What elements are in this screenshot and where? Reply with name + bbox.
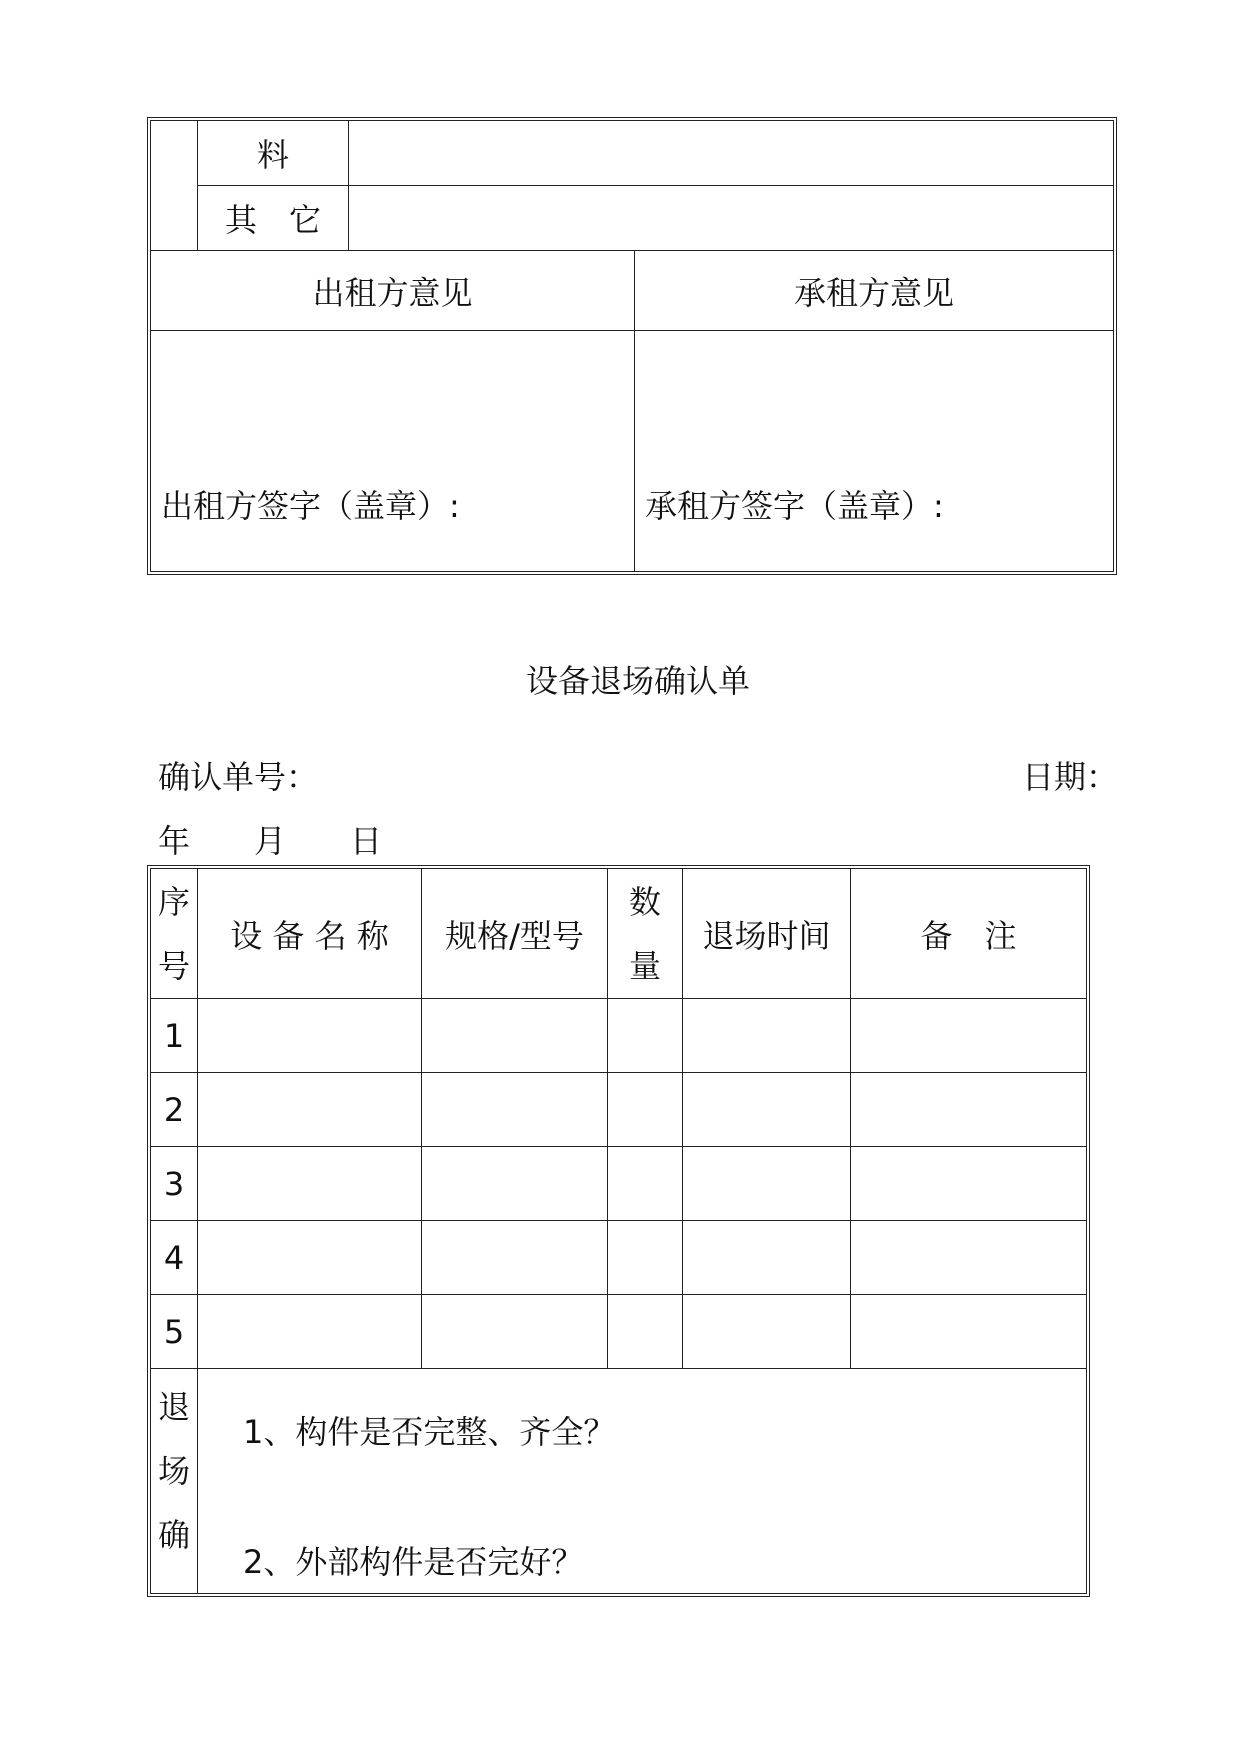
cell-exit-time[interactable] xyxy=(683,1221,851,1295)
row-number: 1 xyxy=(151,999,198,1073)
cell-exit-time[interactable] xyxy=(683,1147,851,1221)
top-table xyxy=(150,120,1114,572)
confirm-number-label: 确认单号： xyxy=(158,758,319,796)
question-external-condition: 2、外部构件是否完好？ xyxy=(243,1543,584,1581)
row-number: 3 xyxy=(151,1147,198,1221)
lessor-signature-label: 出租方签字（盖章）: xyxy=(161,487,460,525)
cell-quantity[interactable] xyxy=(608,999,683,1073)
lessee-opinion-header: 承租方意见 xyxy=(635,251,1114,331)
other-value-cell[interactable] xyxy=(349,186,1114,251)
lessee-signature-cell[interactable] xyxy=(635,331,1114,572)
cell-quantity[interactable] xyxy=(608,1147,683,1221)
row-number: 5 xyxy=(151,1295,198,1369)
lessor-opinion-header: 出租方意见 xyxy=(151,251,635,331)
cell-remark[interactable] xyxy=(851,999,1087,1073)
cell-equipment-name[interactable] xyxy=(198,1221,422,1295)
cell-remark[interactable] xyxy=(851,1295,1087,1369)
table-row xyxy=(151,999,1087,1073)
header-seq xyxy=(151,869,198,999)
row-label-material: 料 xyxy=(198,121,349,186)
cell-quantity[interactable] xyxy=(608,1073,683,1147)
header-seq-char-2: 号 xyxy=(157,946,190,985)
cell-exit-time[interactable] xyxy=(683,1295,851,1369)
lessor-signature-cell[interactable] xyxy=(151,331,635,572)
cell-exit-time[interactable] xyxy=(683,1073,851,1147)
cell-quantity[interactable] xyxy=(608,1221,683,1295)
header-exit-time: 退场时间 xyxy=(683,869,851,999)
row-number: 2 xyxy=(151,1073,198,1147)
table-row xyxy=(151,1073,1087,1147)
exit-confirm-char-1: 退 xyxy=(157,1388,190,1426)
exit-confirm-char-3: 确 xyxy=(157,1516,190,1554)
header-equipment-name: 设 备 名 称 xyxy=(198,869,422,999)
header-qty-char-2: 量 xyxy=(628,946,661,985)
date-line: 年 月 日 xyxy=(158,822,383,860)
cell-equipment-name[interactable] xyxy=(198,1147,422,1221)
cell-exit-time[interactable] xyxy=(683,999,851,1073)
table-row xyxy=(151,1147,1087,1221)
header-qty-char-1: 数 xyxy=(628,882,661,921)
cell-spec-model[interactable] xyxy=(422,1073,608,1147)
top-table-frame xyxy=(147,117,1117,575)
question-completeness: 1、构件是否完整、齐全？ xyxy=(243,1413,616,1451)
table-row xyxy=(151,1221,1087,1295)
cell-spec-model[interactable] xyxy=(422,1295,608,1369)
cell-equipment-name[interactable] xyxy=(198,1295,422,1369)
top-table-blank-cell xyxy=(151,121,198,251)
cell-spec-model[interactable] xyxy=(422,999,608,1073)
row-number: 4 xyxy=(151,1221,198,1295)
table-row xyxy=(151,1295,1087,1369)
cell-remark[interactable] xyxy=(851,1147,1087,1221)
cell-equipment-name[interactable] xyxy=(198,999,422,1073)
form-title: 设备退场确认单 xyxy=(525,662,750,700)
exit-confirm-label-cell xyxy=(151,1369,198,1594)
exit-confirm-char-2: 场 xyxy=(157,1452,190,1490)
cell-equipment-name[interactable] xyxy=(198,1073,422,1147)
header-quantity xyxy=(608,869,683,999)
cell-remark[interactable] xyxy=(851,1221,1087,1295)
cell-spec-model[interactable] xyxy=(422,1147,608,1221)
row-label-other: 其 它 xyxy=(198,186,349,251)
exit-table xyxy=(150,868,1087,1594)
cell-quantity[interactable] xyxy=(608,1295,683,1369)
exit-table-frame xyxy=(147,865,1090,1597)
cell-spec-model[interactable] xyxy=(422,1221,608,1295)
exit-confirm-content[interactable] xyxy=(198,1369,1087,1594)
header-seq-char-1: 序 xyxy=(157,882,190,921)
header-spec-model: 规格/型号 xyxy=(422,869,608,999)
material-value-cell[interactable] xyxy=(349,121,1114,186)
date-label: 日期： xyxy=(1022,758,1119,796)
cell-remark[interactable] xyxy=(851,1073,1087,1147)
lessee-signature-label: 承租方签字（盖章）: xyxy=(645,487,944,525)
header-remark: 备 注 xyxy=(851,869,1087,999)
